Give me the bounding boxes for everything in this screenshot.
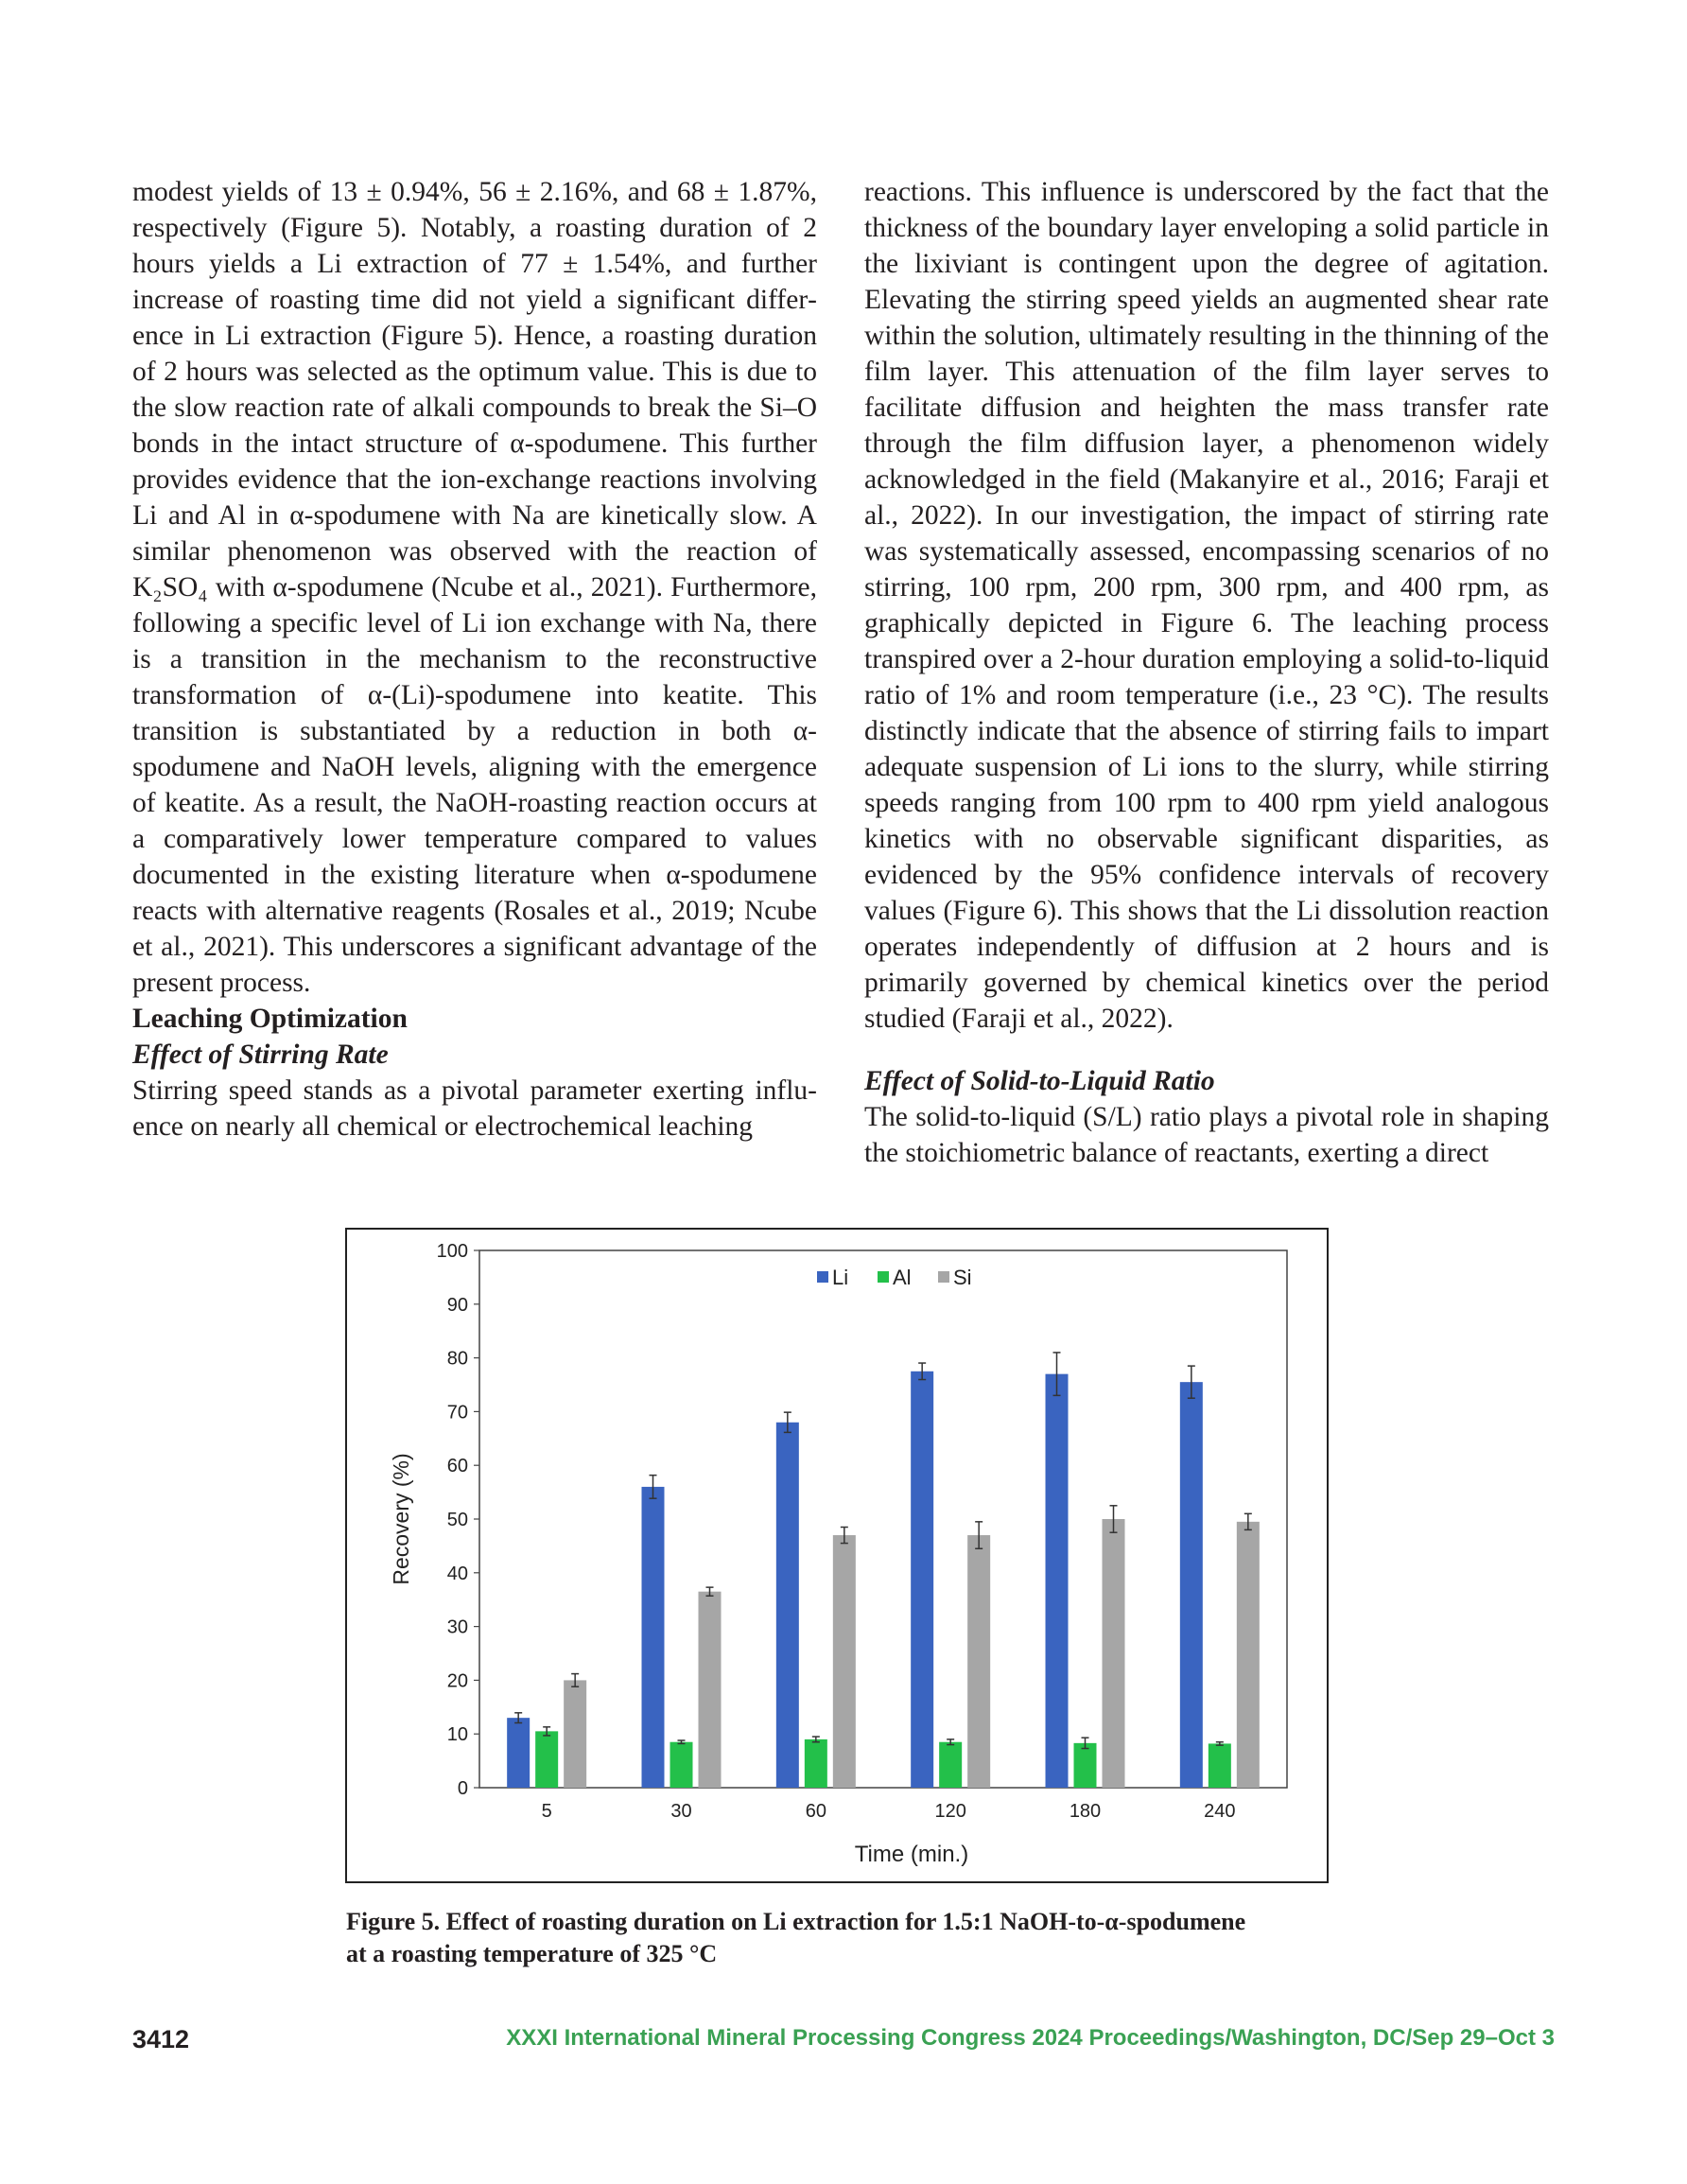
y-tick-label: 20	[446, 1670, 468, 1692]
y-axis-label: Recovery (%)	[389, 1453, 413, 1585]
page-number: 3412	[132, 2025, 190, 2053]
bar-li	[911, 1372, 933, 1788]
bar-li	[1046, 1374, 1069, 1788]
bar-al	[805, 1739, 827, 1788]
y-tick-label: 50	[446, 1510, 468, 1530]
y-tick-label: 80	[446, 1348, 468, 1370]
bar-li	[642, 1487, 665, 1788]
y-tick-label: 100	[436, 1241, 468, 1262]
y-tick-label: 60	[446, 1456, 468, 1477]
section-heading: Leaching Optimization	[132, 1004, 408, 1034]
x-tick-label: 60	[805, 1801, 826, 1822]
bar-si	[564, 1680, 586, 1788]
subsection-heading: Effect of Solid-to-Liquid Ratio	[864, 1066, 1215, 1096]
bar-li	[1180, 1382, 1203, 1788]
legend-swatch-si	[938, 1271, 949, 1283]
bar-si	[967, 1535, 990, 1788]
bar-al	[1074, 1743, 1097, 1788]
left-column	[132, 174, 817, 1144]
y-tick-label: 0	[457, 1778, 468, 1799]
subsection-heading: Effect of Stirring Rate	[132, 1040, 389, 1070]
x-tick-label: 120	[934, 1801, 966, 1822]
legend-label-li: Li	[832, 1266, 849, 1289]
bar-li	[507, 1718, 530, 1788]
y-tick-label: 70	[446, 1402, 468, 1424]
bar-si	[1237, 1522, 1260, 1788]
bar-al	[939, 1742, 962, 1788]
caption-line: Figure 5. Effect of roasting duration on Li extraction for 1.5:1 NaOH-to-α-spodumene	[346, 1908, 1246, 1935]
x-tick-label: 5	[541, 1801, 552, 1822]
caption-line: at a roasting temperature of 325 °C	[346, 1940, 718, 1967]
bar-si	[699, 1592, 722, 1788]
body-paragraph: reactions. This influence is underscored by the fact that the thickness of the boundary layer enveloping a solid particle in the lixiviant is contingent upon the degree of agitation. Elevating the stirring speed yields an augmented shear rate within the solution, ultimately resulting in the thinning of the film layer. This attenuation of the film layer serves to facilitate diffusion and heighten the mass transfer rate through the film diffusion layer, a phenomenon widely acknowledged in the field (Makanyire et al., 2016; Faraji et al., 2022). In our investigation, the impact of stirring rate was systematically assessed, encompassing scenarios of no stirring, 100 rpm, 200 rpm, 300 rpm, and 400 rpm, as graphically depicted in Figure 6. The leaching process transpired over a 2-hour duration employing a solid-to-liquid ratio of 1% and room temperature (i.e., 23 °C). The results distinctly indicate that the absence of stirring fails to impart adequate suspension of Li ions to the slurry, while stirring speeds ranging from 100 rpm to 400 rpm yield analogous kinetics with no observable significant disparities, as evidenced by the 95% confidence intervals of recovery values (Figure 6). This shows that the Li dissolution reaction operates independently of diffusion at 2 hours and is primarily governed by chemical kinetics over the period studied (Faraji et al., 2022).	[864, 177, 1549, 1034]
running-footer: XXXI International Mineral Processing Congress 2024 Proceedings/Washington, DC/Sep 29–Oct 3	[506, 2025, 1555, 2051]
legend-swatch-li	[817, 1271, 828, 1283]
x-tick-label: 180	[1069, 1801, 1102, 1822]
body-paragraph: The solid-to-liquid (S/L) ratio plays a pivotal role in shaping the stoichiometric balance of reactants, exerting a direct	[864, 1102, 1549, 1168]
bar-al	[535, 1731, 558, 1788]
bar-si	[833, 1535, 856, 1788]
right-column	[864, 174, 1549, 1171]
body-paragraph: Stirring speed stands as a pivotal parameter exerting influence on nearly all chemical or electrochemical leaching	[132, 1075, 817, 1142]
legend-swatch-al	[878, 1271, 889, 1283]
bar-chart	[347, 1230, 1327, 1881]
y-tick-label: 30	[446, 1616, 468, 1638]
figure-5	[345, 1228, 1329, 1883]
legend-label-si: Si	[953, 1266, 972, 1289]
x-axis-label: Time (min.)	[854, 1842, 969, 1867]
x-tick-label: 30	[670, 1801, 692, 1822]
figure-caption	[346, 1906, 1339, 1970]
bar-si	[1103, 1519, 1125, 1788]
y-tick-label: 10	[446, 1724, 468, 1746]
y-tick-label: 40	[446, 1563, 468, 1584]
legend-label-al: Al	[893, 1266, 912, 1289]
x-tick-label: 240	[1204, 1801, 1236, 1822]
plot-area-frame	[479, 1250, 1287, 1788]
bar-al	[1209, 1743, 1231, 1788]
bar-al	[670, 1742, 693, 1788]
y-tick-label: 90	[446, 1294, 468, 1316]
bar-li	[776, 1423, 799, 1788]
body-paragraph: modest yields of 13 ± 0.94%, 56 ± 2.16%, and 68 ± 1.87%, respectively (Figure 5). Notably, a roasting duration of 2 hours yields a Li extraction of 77 ± 1.54%, and further increase of roasting time did not yield a significant difference in Li extraction (Figure 5). Hence, a roasting duration of 2 hours was selected as the optimum value. This is due to the slow reaction rate of alkali compounds to break the Si–O bonds in the intact structure of α-spodumene. This further provides evidence that the ion-exchange reactions involving Li and Al in α-spodumene with Na are kinetically slow. A similar phenomenon was observed with the reaction of K₂SO₄ with α-spodumene (Ncube et al., 2021). Furthermore, following a specific level of Li ion exchange with Na, there is a transition in the mechanism to the reconstructive transformation of α-(Li)-spodumene into keatite. This transition is substantiated by a reduction in both α-spodumene and NaOH levels, aligning with the emergence of keatite. As a result, the NaOH-roasting reaction occurs at a comparatively lower temperature compared to values documented in the existing literature when α-spodumene reacts with alternative reagents (Rosales et al., 2019; Ncube et al., 2021). This underscores a significant advantage of the present process.	[132, 177, 817, 998]
